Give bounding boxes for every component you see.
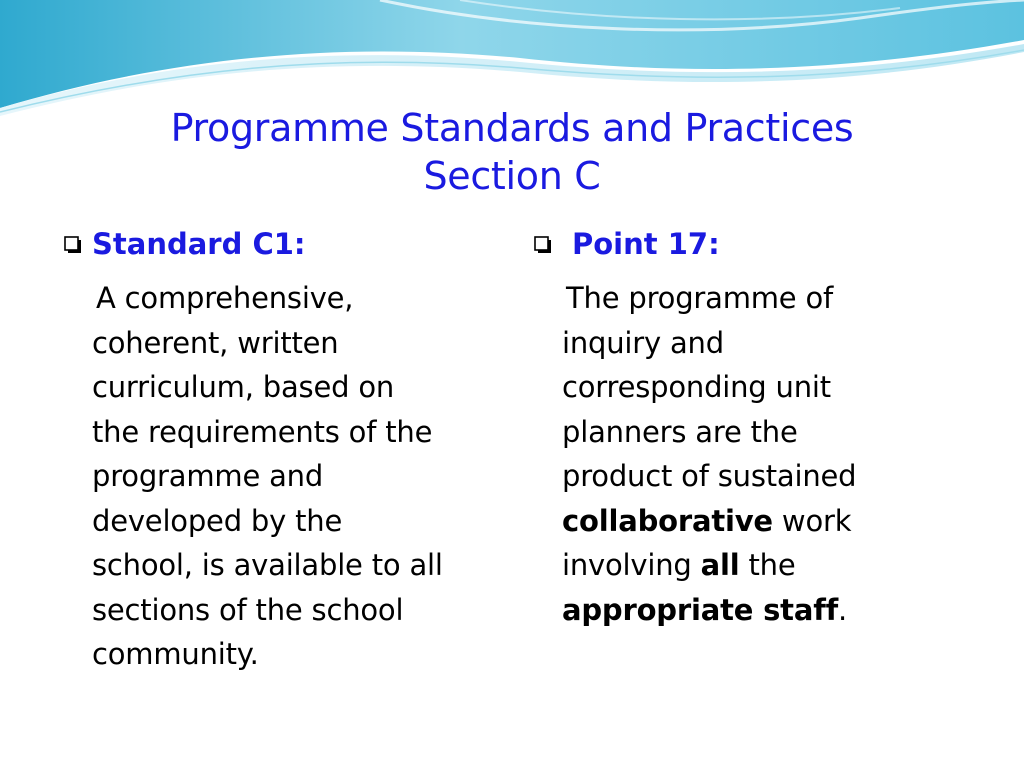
left-column <box>64 222 504 677</box>
right-body-line: appropriate staff. <box>562 592 848 627</box>
left-body-line: the requirements of the <box>92 414 433 449</box>
left-body-line: A comprehensive, <box>96 281 354 315</box>
left-body-line: sections of the school <box>92 592 404 627</box>
header-wave-decoration <box>0 0 1024 120</box>
left-body-line: community. <box>92 637 259 671</box>
left-body-text <box>64 276 504 677</box>
right-body-line: The programme of <box>566 281 834 315</box>
left-body-line: curriculum, based on <box>92 370 395 404</box>
right-heading-row <box>534 222 974 266</box>
right-body-line: collaborative work <box>562 503 852 538</box>
checkbox-bullet-icon <box>64 236 82 254</box>
right-column <box>534 222 974 632</box>
left-body-line: coherent, written <box>92 325 339 360</box>
left-heading-row <box>64 222 504 266</box>
right-body-line: corresponding unit <box>562 370 831 404</box>
checkbox-bullet-icon <box>534 236 552 254</box>
slide-title-line2: Section C <box>423 154 601 198</box>
left-heading: Standard C1: <box>92 227 306 261</box>
bold-appropriate-staff: appropriate staff <box>562 592 839 627</box>
left-body-line: programme and <box>92 459 324 493</box>
right-body-line: involving all the <box>562 548 796 582</box>
left-body-line: developed by the <box>92 503 343 538</box>
right-body-line: planners are the <box>562 414 798 449</box>
bold-all: all <box>700 548 740 582</box>
slide-title-line1: Programme Standards and Practices <box>170 106 854 150</box>
right-body-text <box>534 276 974 632</box>
bold-collaborative: collaborative <box>562 503 773 538</box>
slide-title <box>0 104 1024 200</box>
left-body-line: school, is available to all <box>92 548 443 582</box>
right-heading: Point 17: <box>572 227 720 261</box>
right-body-line: product of sustained <box>562 459 857 493</box>
right-body-line: inquiry and <box>562 325 724 360</box>
